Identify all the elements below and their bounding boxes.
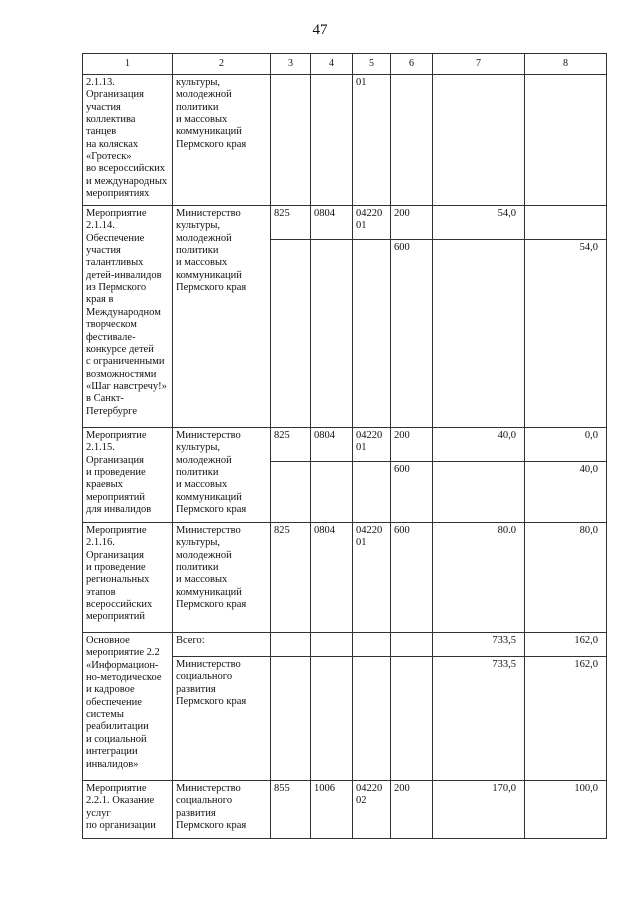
- amount-col8: 100,0: [525, 780, 607, 838]
- header-cell: 2: [173, 54, 271, 75]
- header-cell: 1: [83, 54, 173, 75]
- gr-code: 825: [271, 205, 311, 239]
- header-cell: 5: [353, 54, 391, 75]
- cell-empty: [311, 632, 353, 656]
- amount-col8: 0,0: [525, 427, 607, 461]
- table-row: [83, 632, 607, 656]
- cell-empty: [433, 74, 525, 205]
- amount-col8: 162,0: [525, 632, 607, 656]
- cell-empty: [391, 656, 433, 780]
- table-row: [83, 74, 607, 205]
- expense-type: 200: [391, 427, 433, 461]
- executor: Всего:: [173, 632, 271, 656]
- gr-code: 825: [271, 522, 311, 632]
- section-code: 0804: [311, 427, 353, 461]
- amount-col7: 733,5: [433, 632, 525, 656]
- executor: Министерство культуры, молодежной политики и массовых коммуникаций Пермского края: [173, 205, 271, 427]
- executor: Министерство культуры, молодежной политики и массовых коммуникаций Пермского края: [173, 427, 271, 522]
- amount-col7: 40,0: [433, 427, 525, 461]
- section-code: 0804: [311, 205, 353, 239]
- expense-type: 600: [391, 522, 433, 632]
- amount-col7: 54,0: [433, 205, 525, 239]
- cell-empty: [353, 656, 391, 780]
- cell-empty: [271, 239, 311, 427]
- expense-type: 200: [391, 780, 433, 838]
- event-name: Основное мероприятие 2.2 «Информацион- но-методическое и кадровое обеспечение системы реабилитации и социальной интеграции инвалидов»: [83, 632, 173, 780]
- budget-table: [82, 53, 607, 839]
- amount-col8: 40,0: [525, 461, 607, 522]
- target-article: 04220 01: [353, 522, 391, 632]
- header-cell: 3: [271, 54, 311, 75]
- header-cell: 4: [311, 54, 353, 75]
- cell-empty: [353, 239, 391, 427]
- cell-empty: [391, 74, 433, 205]
- table-row: [83, 522, 607, 632]
- event-name: Мероприятие 2.1.16. Организация и проведение региональных этапов всероссийских мероприятий: [83, 522, 173, 632]
- gr-code: 855: [271, 780, 311, 838]
- header-cell: 7: [433, 54, 525, 75]
- target-article: 04220 02: [353, 780, 391, 838]
- event-name: Мероприятие 2.1.14. Обеспечение участия талантливых детей-инвалидов из Пермского края в Международном творческом фестивале- конкурсе детей с ограниченными возможностями «Шаг навстречу!» в Санкт- Петербурге: [83, 205, 173, 427]
- cell-empty: [271, 632, 311, 656]
- amount-col7: 170,0: [433, 780, 525, 838]
- amount-col8: [525, 205, 607, 239]
- cell-empty: [525, 74, 607, 205]
- header-cell: 6: [391, 54, 433, 75]
- amount-col7: 733,5: [433, 656, 525, 780]
- amount-col8: 80,0: [525, 522, 607, 632]
- cell-empty: [353, 461, 391, 522]
- event-name: Мероприятие 2.1.15. Организация и проведение краевых мероприятий для инвалидов: [83, 427, 173, 522]
- executor: культуры, молодежной политики и массовых коммуникаций Пермского края: [173, 74, 271, 205]
- cell-empty: [271, 656, 311, 780]
- event-name: 2.1.13. Организация участия коллектива танцев на колясках «Гротеск» во всероссийских и международных мероприятиях: [83, 74, 173, 205]
- executor: Министерство социального развития Пермского края: [173, 780, 271, 838]
- cell-empty: [311, 656, 353, 780]
- gr-code: 825: [271, 427, 311, 461]
- table-row: [83, 780, 607, 838]
- page-number: 47: [312, 22, 328, 38]
- cell-empty: [311, 239, 353, 427]
- table-row: [83, 205, 607, 239]
- amount-col8: 54,0: [525, 239, 607, 427]
- expense-type: 600: [391, 461, 433, 522]
- amount-col7: [433, 239, 525, 427]
- cell-empty: [391, 632, 433, 656]
- header-cell: 8: [525, 54, 607, 75]
- cell-empty: [271, 74, 311, 205]
- executor: Министерство культуры, молодежной политики и массовых коммуникаций Пермского края: [173, 522, 271, 632]
- cell-empty: [271, 461, 311, 522]
- section-code: 1006: [311, 780, 353, 838]
- cell-empty: [311, 461, 353, 522]
- amount-col7: 80.0: [433, 522, 525, 632]
- target-article: 01: [353, 74, 391, 205]
- event-name: Мероприятие 2.2.1. Оказание услуг по организации: [83, 780, 173, 838]
- target-article: 04220 01: [353, 205, 391, 239]
- executor: Министерство социального развития Пермского края: [173, 656, 271, 780]
- header-row: [83, 54, 607, 75]
- expense-type: 600: [391, 239, 433, 427]
- cell-empty: [311, 74, 353, 205]
- target-article: 04220 01: [353, 427, 391, 461]
- amount-col8: 162,0: [525, 656, 607, 780]
- section-code: 0804: [311, 522, 353, 632]
- expense-type: 200: [391, 205, 433, 239]
- cell-empty: [353, 632, 391, 656]
- table-row: [83, 427, 607, 461]
- amount-col7: [433, 461, 525, 522]
